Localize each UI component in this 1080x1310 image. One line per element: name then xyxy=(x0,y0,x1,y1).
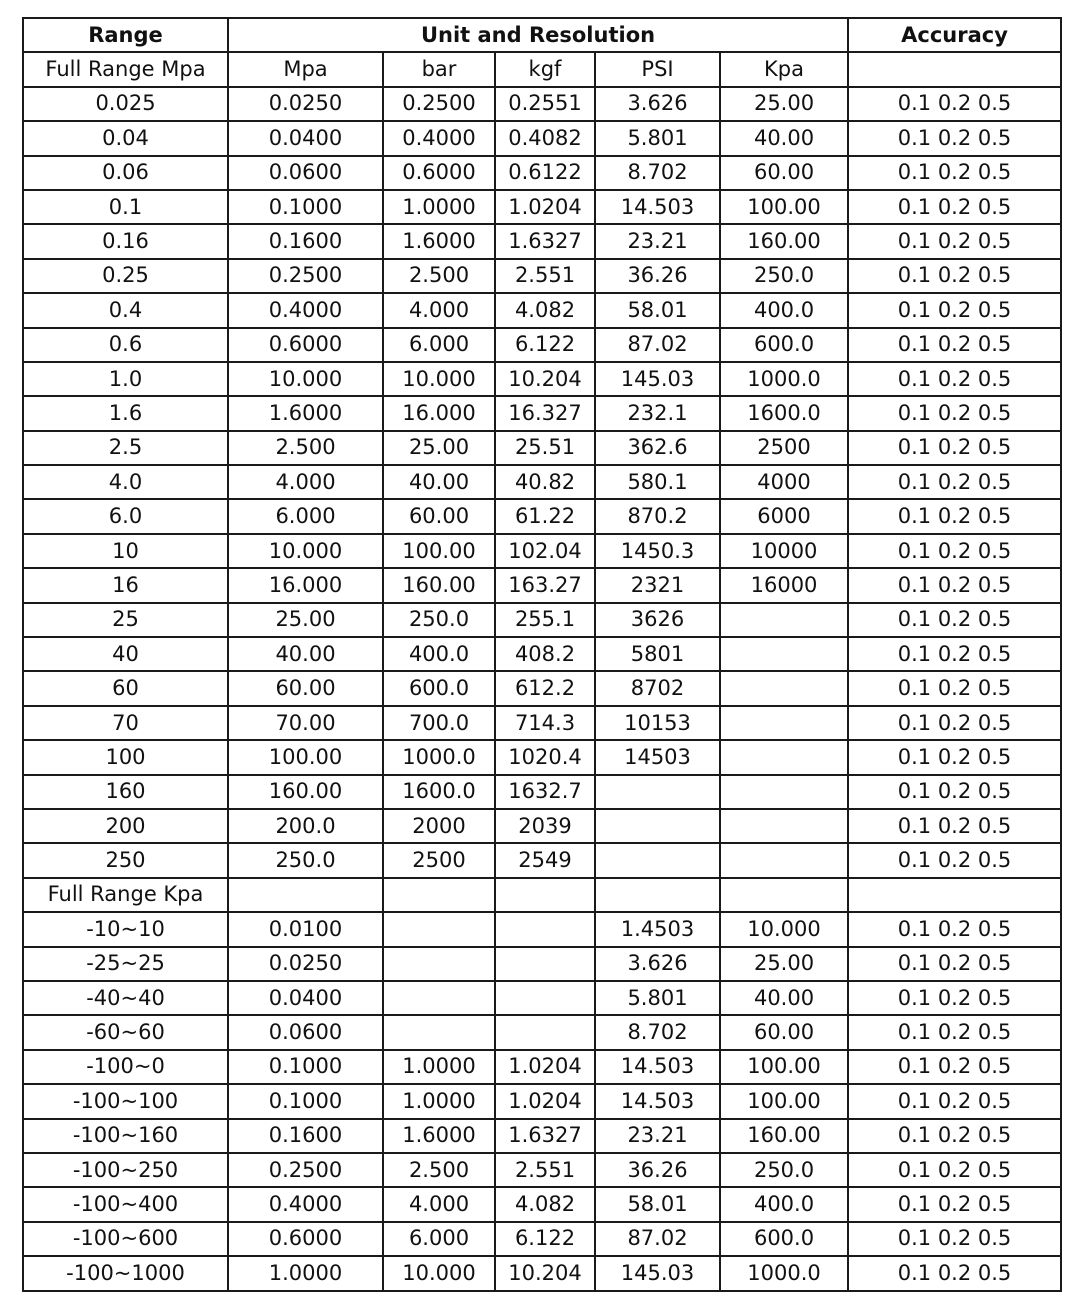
table-row xyxy=(23,190,1061,224)
range-cell: 70 xyxy=(23,706,228,740)
kgf-cell: 0.4082 xyxy=(495,121,595,155)
psi-cell: 58.01 xyxy=(595,293,720,327)
table-row xyxy=(23,775,1061,809)
mpa-cell: 160.00 xyxy=(228,775,383,809)
accuracy-cell: 0.1 0.2 0.5 xyxy=(848,499,1061,533)
bar-cell: 1.0000 xyxy=(383,1084,495,1118)
table-row xyxy=(23,534,1061,568)
range-cell: 60 xyxy=(23,671,228,705)
range-cell: 16 xyxy=(23,568,228,602)
accuracy-cell: 0.1 0.2 0.5 xyxy=(848,465,1061,499)
range-cell: -40~40 xyxy=(23,981,228,1015)
table-row xyxy=(23,156,1061,190)
bar-cell: 2.500 xyxy=(383,259,495,293)
mpa-cell: 0.2500 xyxy=(228,259,383,293)
accuracy-cell: 0.1 0.2 0.5 xyxy=(848,87,1061,121)
accuracy-cell: 0.1 0.2 0.5 xyxy=(848,706,1061,740)
section-row-kpa xyxy=(23,878,1061,912)
accuracy-cell: 0.1 0.2 0.5 xyxy=(848,568,1061,602)
empty-cell xyxy=(595,878,720,912)
psi-cell: 14503 xyxy=(595,740,720,774)
psi-cell: 23.21 xyxy=(595,1119,720,1153)
empty-cell xyxy=(495,878,595,912)
accuracy-cell: 0.1 0.2 0.5 xyxy=(848,1119,1061,1153)
table-row xyxy=(23,671,1061,705)
bar-cell: 40.00 xyxy=(383,465,495,499)
empty-cell xyxy=(383,878,495,912)
table-row xyxy=(23,1153,1061,1187)
unit-bar-header: bar xyxy=(383,52,495,86)
range-cell: 0.16 xyxy=(23,224,228,258)
psi-cell: 870.2 xyxy=(595,499,720,533)
empty-cell xyxy=(720,878,848,912)
range-cell: -25~25 xyxy=(23,947,228,981)
mpa-cell: 0.4000 xyxy=(228,293,383,327)
bar-cell: 0.2500 xyxy=(383,87,495,121)
psi-cell: 2321 xyxy=(595,568,720,602)
kpa-cell xyxy=(720,706,848,740)
kgf-cell: 102.04 xyxy=(495,534,595,568)
mpa-cell: 2.500 xyxy=(228,431,383,465)
kpa-cell xyxy=(720,775,848,809)
bar-cell: 1.0000 xyxy=(383,1050,495,1084)
kgf-cell: 714.3 xyxy=(495,706,595,740)
mpa-cell: 25.00 xyxy=(228,603,383,637)
bar-cell: 2500 xyxy=(383,843,495,877)
mpa-cell: 70.00 xyxy=(228,706,383,740)
kgf-cell: 25.51 xyxy=(495,431,595,465)
bar-cell xyxy=(383,1015,495,1049)
psi-cell: 36.26 xyxy=(595,1153,720,1187)
table-row xyxy=(23,568,1061,602)
unit-psi-header: PSI xyxy=(595,52,720,86)
kgf-cell: 1.6327 xyxy=(495,1119,595,1153)
range-cell: 2.5 xyxy=(23,431,228,465)
table-row xyxy=(23,603,1061,637)
range-cell: 0.025 xyxy=(23,87,228,121)
kpa-cell: 10000 xyxy=(720,534,848,568)
psi-cell: 14.503 xyxy=(595,190,720,224)
range-cell: 160 xyxy=(23,775,228,809)
accuracy-cell: 0.1 0.2 0.5 xyxy=(848,1050,1061,1084)
table-row xyxy=(23,499,1061,533)
kpa-cell xyxy=(720,671,848,705)
kpa-cell: 400.0 xyxy=(720,293,848,327)
accuracy-cell: 0.1 0.2 0.5 xyxy=(848,1084,1061,1118)
table-row xyxy=(23,1187,1061,1221)
accuracy-subheader xyxy=(848,52,1061,86)
kgf-cell: 163.27 xyxy=(495,568,595,602)
bar-cell: 6.000 xyxy=(383,328,495,362)
accuracy-cell: 0.1 0.2 0.5 xyxy=(848,775,1061,809)
table-row xyxy=(23,706,1061,740)
kgf-cell xyxy=(495,912,595,946)
range-cell: 0.25 xyxy=(23,259,228,293)
table-row xyxy=(23,1222,1061,1256)
full-range-kpa-label: Full Range Kpa xyxy=(23,878,228,912)
range-cell: 250 xyxy=(23,843,228,877)
bar-cell: 600.0 xyxy=(383,671,495,705)
table-row xyxy=(23,259,1061,293)
kgf-cell: 0.6122 xyxy=(495,156,595,190)
table-row xyxy=(23,396,1061,430)
kgf-cell: 1.0204 xyxy=(495,1084,595,1118)
psi-cell: 23.21 xyxy=(595,224,720,258)
table-row xyxy=(23,1050,1061,1084)
psi-cell: 14.503 xyxy=(595,1084,720,1118)
bar-cell: 700.0 xyxy=(383,706,495,740)
mpa-cell: 0.1000 xyxy=(228,1084,383,1118)
kgf-cell: 40.82 xyxy=(495,465,595,499)
unit-kpa-header: Kpa xyxy=(720,52,848,86)
bar-cell: 4.000 xyxy=(383,293,495,327)
header-row xyxy=(23,18,1061,52)
kpa-cell: 4000 xyxy=(720,465,848,499)
mpa-cell: 6.000 xyxy=(228,499,383,533)
mpa-cell: 0.0600 xyxy=(228,1015,383,1049)
accuracy-cell: 0.1 0.2 0.5 xyxy=(848,912,1061,946)
accuracy-cell: 0.1 0.2 0.5 xyxy=(848,1187,1061,1221)
mpa-cell: 1.0000 xyxy=(228,1256,383,1291)
accuracy-cell: 0.1 0.2 0.5 xyxy=(848,190,1061,224)
mpa-cell: 1.6000 xyxy=(228,396,383,430)
range-cell: 0.06 xyxy=(23,156,228,190)
range-cell: 0.6 xyxy=(23,328,228,362)
psi-cell: 3.626 xyxy=(595,947,720,981)
unit-kgf-header: kgf xyxy=(495,52,595,86)
full-range-mpa-label: Full Range Mpa xyxy=(23,52,228,86)
kgf-cell: 255.1 xyxy=(495,603,595,637)
mpa-cell: 0.1600 xyxy=(228,224,383,258)
kpa-cell: 10.000 xyxy=(720,912,848,946)
empty-cell xyxy=(848,878,1061,912)
mpa-cell: 100.00 xyxy=(228,740,383,774)
psi-cell: 232.1 xyxy=(595,396,720,430)
kpa-cell: 1000.0 xyxy=(720,362,848,396)
accuracy-cell: 0.1 0.2 0.5 xyxy=(848,121,1061,155)
unit-mpa-header: Mpa xyxy=(228,52,383,86)
kgf-cell: 612.2 xyxy=(495,671,595,705)
kgf-cell: 2549 xyxy=(495,843,595,877)
kpa-cell xyxy=(720,809,848,843)
psi-cell: 3626 xyxy=(595,603,720,637)
accuracy-cell: 0.1 0.2 0.5 xyxy=(848,293,1061,327)
bar-cell: 16.000 xyxy=(383,396,495,430)
psi-cell: 36.26 xyxy=(595,259,720,293)
kgf-cell: 6.122 xyxy=(495,328,595,362)
table-row xyxy=(23,121,1061,155)
bar-cell: 10.000 xyxy=(383,362,495,396)
mpa-cell: 4.000 xyxy=(228,465,383,499)
range-cell: 0.04 xyxy=(23,121,228,155)
accuracy-cell: 0.1 0.2 0.5 xyxy=(848,947,1061,981)
kpa-cell: 6000 xyxy=(720,499,848,533)
accuracy-cell: 0.1 0.2 0.5 xyxy=(848,843,1061,877)
mpa-cell: 0.4000 xyxy=(228,1187,383,1221)
table-row xyxy=(23,809,1061,843)
empty-cell xyxy=(228,878,383,912)
kgf-cell: 1632.7 xyxy=(495,775,595,809)
kgf-cell: 2039 xyxy=(495,809,595,843)
accuracy-cell: 0.1 0.2 0.5 xyxy=(848,637,1061,671)
kgf-cell: 4.082 xyxy=(495,293,595,327)
bar-cell xyxy=(383,947,495,981)
accuracy-cell: 0.1 0.2 0.5 xyxy=(848,603,1061,637)
kgf-cell: 61.22 xyxy=(495,499,595,533)
kpa-cell xyxy=(720,603,848,637)
range-cell: -60~60 xyxy=(23,1015,228,1049)
bar-cell: 2.500 xyxy=(383,1153,495,1187)
table-row xyxy=(23,362,1061,396)
accuracy-cell: 0.1 0.2 0.5 xyxy=(848,259,1061,293)
kpa-cell xyxy=(720,637,848,671)
mpa-cell: 10.000 xyxy=(228,534,383,568)
range-header: Range xyxy=(23,18,228,52)
accuracy-cell: 0.1 0.2 0.5 xyxy=(848,156,1061,190)
psi-cell: 1450.3 xyxy=(595,534,720,568)
bar-cell: 10.000 xyxy=(383,1256,495,1291)
psi-cell: 5801 xyxy=(595,637,720,671)
table-row xyxy=(23,328,1061,362)
mpa-cell: 0.0250 xyxy=(228,87,383,121)
range-cell: -100~600 xyxy=(23,1222,228,1256)
bar-cell: 60.00 xyxy=(383,499,495,533)
kgf-cell: 2.551 xyxy=(495,259,595,293)
psi-cell xyxy=(595,775,720,809)
table-row xyxy=(23,1015,1061,1049)
range-cell: 0.1 xyxy=(23,190,228,224)
table-row xyxy=(23,224,1061,258)
bar-cell xyxy=(383,912,495,946)
kpa-cell: 16000 xyxy=(720,568,848,602)
accuracy-cell: 0.1 0.2 0.5 xyxy=(848,396,1061,430)
kpa-cell: 60.00 xyxy=(720,1015,848,1049)
kpa-cell xyxy=(720,843,848,877)
range-cell: -100~250 xyxy=(23,1153,228,1187)
table-row xyxy=(23,637,1061,671)
bar-cell: 0.4000 xyxy=(383,121,495,155)
range-cell: 1.0 xyxy=(23,362,228,396)
accuracy-cell: 0.1 0.2 0.5 xyxy=(848,1153,1061,1187)
kpa-cell: 40.00 xyxy=(720,121,848,155)
bar-cell: 1.6000 xyxy=(383,224,495,258)
bar-cell: 2000 xyxy=(383,809,495,843)
psi-cell: 10153 xyxy=(595,706,720,740)
psi-cell: 145.03 xyxy=(595,362,720,396)
range-cell: 10 xyxy=(23,534,228,568)
mpa-cell: 0.6000 xyxy=(228,328,383,362)
accuracy-cell: 0.1 0.2 0.5 xyxy=(848,362,1061,396)
kpa-cell: 60.00 xyxy=(720,156,848,190)
kgf-cell: 1.0204 xyxy=(495,1050,595,1084)
psi-cell: 87.02 xyxy=(595,328,720,362)
accuracy-cell: 0.1 0.2 0.5 xyxy=(848,224,1061,258)
mpa-cell: 40.00 xyxy=(228,637,383,671)
range-cell: 4.0 xyxy=(23,465,228,499)
kgf-cell xyxy=(495,947,595,981)
mpa-cell: 0.1600 xyxy=(228,1119,383,1153)
bar-cell: 4.000 xyxy=(383,1187,495,1221)
bar-cell: 1.6000 xyxy=(383,1119,495,1153)
psi-cell: 362.6 xyxy=(595,431,720,465)
kgf-cell: 408.2 xyxy=(495,637,595,671)
kgf-cell: 6.122 xyxy=(495,1222,595,1256)
mpa-cell: 0.0400 xyxy=(228,981,383,1015)
kgf-cell xyxy=(495,981,595,1015)
bar-cell: 250.0 xyxy=(383,603,495,637)
bar-cell: 160.00 xyxy=(383,568,495,602)
table-row xyxy=(23,947,1061,981)
psi-cell xyxy=(595,843,720,877)
kgf-cell xyxy=(495,1015,595,1049)
kgf-cell: 16.327 xyxy=(495,396,595,430)
kpa-cell: 250.0 xyxy=(720,259,848,293)
kgf-cell: 2.551 xyxy=(495,1153,595,1187)
range-cell: -100~400 xyxy=(23,1187,228,1221)
bar-cell: 1600.0 xyxy=(383,775,495,809)
psi-cell: 8.702 xyxy=(595,156,720,190)
kgf-cell: 10.204 xyxy=(495,1256,595,1291)
psi-cell xyxy=(595,809,720,843)
kgf-cell: 1020.4 xyxy=(495,740,595,774)
table-row xyxy=(23,843,1061,877)
kpa-cell: 600.0 xyxy=(720,328,848,362)
kpa-cell: 250.0 xyxy=(720,1153,848,1187)
kgf-cell: 10.204 xyxy=(495,362,595,396)
kpa-cell: 160.00 xyxy=(720,224,848,258)
psi-cell: 8.702 xyxy=(595,1015,720,1049)
kgf-cell: 0.2551 xyxy=(495,87,595,121)
unit-resolution-header: Unit and Resolution xyxy=(228,18,848,52)
range-cell: 25 xyxy=(23,603,228,637)
mpa-cell: 0.1000 xyxy=(228,1050,383,1084)
bar-cell xyxy=(383,981,495,1015)
psi-cell: 87.02 xyxy=(595,1222,720,1256)
kpa-cell: 25.00 xyxy=(720,947,848,981)
accuracy-cell: 0.1 0.2 0.5 xyxy=(848,431,1061,465)
mpa-cell: 16.000 xyxy=(228,568,383,602)
mpa-cell: 0.0250 xyxy=(228,947,383,981)
mpa-cell: 200.0 xyxy=(228,809,383,843)
range-cell: 0.4 xyxy=(23,293,228,327)
psi-cell: 145.03 xyxy=(595,1256,720,1291)
mpa-cell: 0.1000 xyxy=(228,190,383,224)
kpa-cell: 160.00 xyxy=(720,1119,848,1153)
range-cell: 1.6 xyxy=(23,396,228,430)
table-row xyxy=(23,293,1061,327)
kpa-cell: 100.00 xyxy=(720,1084,848,1118)
kpa-cell: 400.0 xyxy=(720,1187,848,1221)
psi-cell: 5.801 xyxy=(595,981,720,1015)
bar-cell: 6.000 xyxy=(383,1222,495,1256)
kpa-cell xyxy=(720,740,848,774)
kgf-cell: 1.6327 xyxy=(495,224,595,258)
bar-cell: 1.0000 xyxy=(383,190,495,224)
accuracy-header: Accuracy xyxy=(848,18,1061,52)
mpa-cell: 0.6000 xyxy=(228,1222,383,1256)
table-row xyxy=(23,981,1061,1015)
psi-cell: 3.626 xyxy=(595,87,720,121)
bar-cell: 1000.0 xyxy=(383,740,495,774)
accuracy-cell: 0.1 0.2 0.5 xyxy=(848,1015,1061,1049)
table-row xyxy=(23,431,1061,465)
psi-cell: 5.801 xyxy=(595,121,720,155)
mpa-cell: 0.0400 xyxy=(228,121,383,155)
mpa-cell: 10.000 xyxy=(228,362,383,396)
psi-cell: 14.503 xyxy=(595,1050,720,1084)
accuracy-cell: 0.1 0.2 0.5 xyxy=(848,671,1061,705)
kpa-cell: 25.00 xyxy=(720,87,848,121)
bar-cell: 100.00 xyxy=(383,534,495,568)
accuracy-cell: 0.1 0.2 0.5 xyxy=(848,740,1061,774)
mpa-cell: 250.0 xyxy=(228,843,383,877)
kpa-cell: 600.0 xyxy=(720,1222,848,1256)
range-cell: -100~0 xyxy=(23,1050,228,1084)
mpa-cell: 0.0100 xyxy=(228,912,383,946)
accuracy-cell: 0.1 0.2 0.5 xyxy=(848,534,1061,568)
table-row xyxy=(23,465,1061,499)
range-cell: 100 xyxy=(23,740,228,774)
table-row xyxy=(23,740,1061,774)
kpa-cell: 1600.0 xyxy=(720,396,848,430)
kpa-cell: 2500 xyxy=(720,431,848,465)
table-row xyxy=(23,912,1061,946)
range-cell: 200 xyxy=(23,809,228,843)
table-body xyxy=(23,18,1061,1291)
range-cell: -10~10 xyxy=(23,912,228,946)
range-cell: 6.0 xyxy=(23,499,228,533)
range-cell: -100~1000 xyxy=(23,1256,228,1291)
bar-cell: 0.6000 xyxy=(383,156,495,190)
table-row xyxy=(23,1084,1061,1118)
psi-cell: 58.01 xyxy=(595,1187,720,1221)
range-cell: 40 xyxy=(23,637,228,671)
range-resolution-table xyxy=(22,17,1062,1292)
kpa-cell: 1000.0 xyxy=(720,1256,848,1291)
psi-cell: 1.4503 xyxy=(595,912,720,946)
kpa-cell: 40.00 xyxy=(720,981,848,1015)
accuracy-cell: 0.1 0.2 0.5 xyxy=(848,809,1061,843)
psi-cell: 580.1 xyxy=(595,465,720,499)
kgf-cell: 4.082 xyxy=(495,1187,595,1221)
table-row xyxy=(23,87,1061,121)
kgf-cell: 1.0204 xyxy=(495,190,595,224)
psi-cell: 8702 xyxy=(595,671,720,705)
range-cell: -100~100 xyxy=(23,1084,228,1118)
range-cell: -100~160 xyxy=(23,1119,228,1153)
mpa-cell: 60.00 xyxy=(228,671,383,705)
bar-cell: 400.0 xyxy=(383,637,495,671)
subheader-row xyxy=(23,52,1061,86)
kpa-cell: 100.00 xyxy=(720,1050,848,1084)
table-row xyxy=(23,1119,1061,1153)
kpa-cell: 100.00 xyxy=(720,190,848,224)
accuracy-cell: 0.1 0.2 0.5 xyxy=(848,1256,1061,1291)
mpa-cell: 0.2500 xyxy=(228,1153,383,1187)
accuracy-cell: 0.1 0.2 0.5 xyxy=(848,981,1061,1015)
accuracy-cell: 0.1 0.2 0.5 xyxy=(848,328,1061,362)
mpa-cell: 0.0600 xyxy=(228,156,383,190)
accuracy-cell: 0.1 0.2 0.5 xyxy=(848,1222,1061,1256)
bar-cell: 25.00 xyxy=(383,431,495,465)
table-row xyxy=(23,1256,1061,1291)
